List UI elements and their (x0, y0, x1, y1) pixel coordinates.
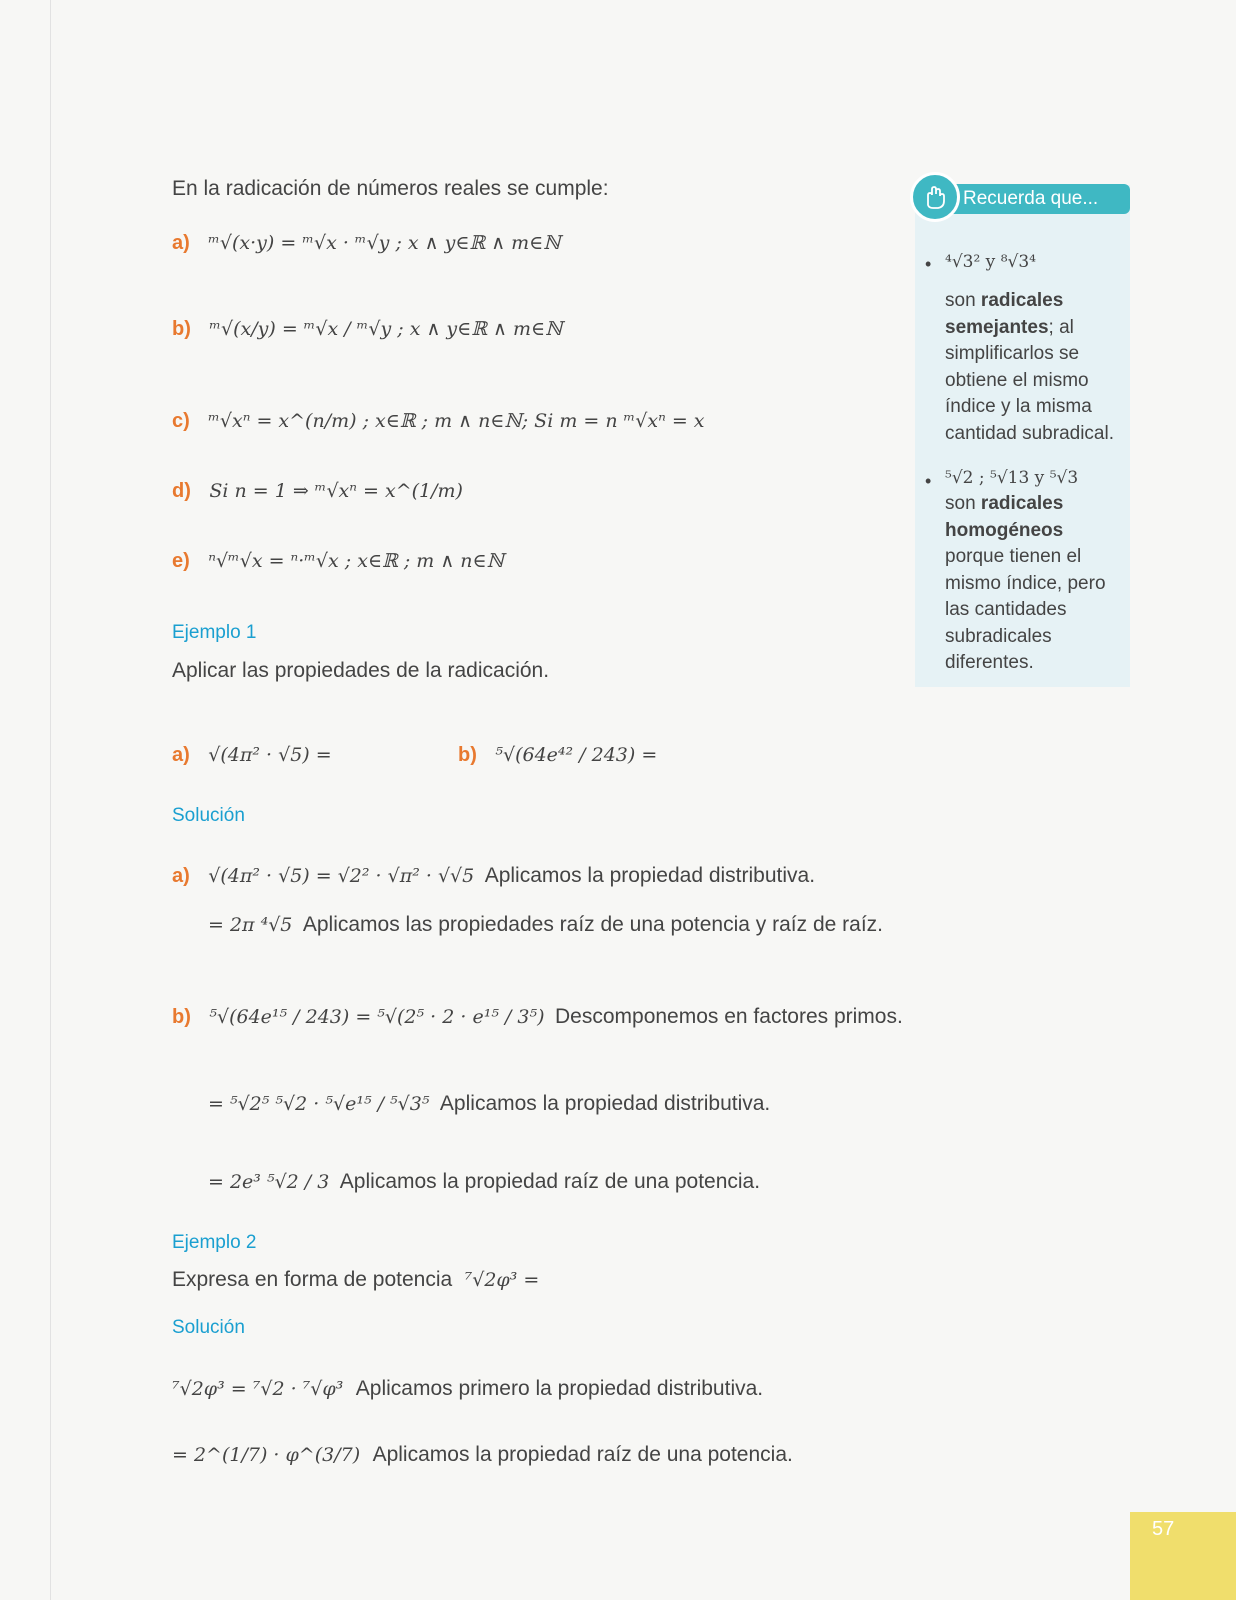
item-expression: ⁵√(64e⁴² / 243) = (495, 744, 658, 766)
hand-icon (910, 172, 960, 222)
step-expression: √(4π² · √5) = √2² · √π² · √√5 (208, 865, 475, 887)
step-expression: ⁵√(64e¹⁵ / 243) = ⁵√(2⁵ · 2 · e¹⁵ / 3⁵) (209, 1006, 545, 1028)
example1-item-a (172, 744, 332, 767)
sidebar-item2-expression: ⁵√2 ; ⁵√13 y ⁵√3 (945, 468, 1079, 488)
item-label: a) (172, 865, 190, 887)
solution1-a-step1 (172, 864, 815, 888)
property-expression: ᵐ√(x·y) = ᵐ√x · ᵐ√y ; x ∧ y∈ℝ ∧ m∈ℕ (208, 232, 561, 254)
step-explanation: Aplicamos primero la propiedad distributiva. (355, 1377, 764, 1400)
property-expression: ᵐ√(x/y) = ᵐ√x / ᵐ√y ; x ∧ y∈ℝ ∧ m∈ℕ (209, 318, 563, 340)
bullet-icon: • (925, 471, 932, 491)
step-explanation: Aplicamos las propiedades raíz de una potencia y raíz de raíz. (302, 913, 883, 936)
item-label: b) (458, 744, 477, 766)
property-label: a) (172, 232, 190, 254)
solution2-step2 (172, 1443, 793, 1467)
sidebar-item2-term: radicales homogéneos (945, 493, 1064, 541)
property-d (172, 480, 463, 503)
step-expression: = 2π ⁴√5 (208, 914, 293, 936)
solution1-b-step2 (208, 1092, 770, 1116)
sidebar-item1-text: son radicales semejantes; al simplificarlos se obtiene el mismo índice y la misma cantidad subradical. (945, 290, 1114, 444)
step-explanation: Aplicamos la propiedad distributiva. (484, 864, 816, 887)
solution1-heading: Solución (172, 805, 245, 826)
solution1-a-step2 (208, 913, 883, 937)
sidebar-item1-term: radicales semejantes (945, 290, 1064, 338)
example1-item-b (458, 744, 657, 767)
solution1-b-step1 (172, 1005, 903, 1029)
property-label: c) (172, 410, 190, 432)
step-expression: = ⁵√2⁵ ⁵√2 · ⁵√e¹⁵ / ⁵√3⁵ (208, 1093, 430, 1115)
step-explanation: Aplicamos la propiedad distributiva. (439, 1092, 771, 1115)
property-a (172, 232, 561, 255)
property-expression: ⁿ√ᵐ√x = ⁿ·ᵐ√x ; x∈ℝ ; m ∧ n∈ℕ (208, 550, 504, 572)
solution1-b-step3 (208, 1170, 760, 1194)
example2-expression: ⁷√2φ³ = (464, 1269, 540, 1291)
step-explanation: Descomponemos en factores primos. (555, 1005, 903, 1028)
example1-heading: Ejemplo 1 (172, 622, 257, 643)
bullet-icon: • (925, 254, 932, 274)
example2-prompt-line (172, 1268, 539, 1292)
property-label: b) (172, 318, 191, 340)
sidebar-title: Recuerda que... (933, 184, 1130, 214)
example2-heading: Ejemplo 2 (172, 1232, 257, 1253)
sidebar-item2-text: son radicales homogéneos porque tienen el mismo índice, pero las cantidades subradicales diferentes. (945, 493, 1106, 673)
example1-prompt: Aplicar las propiedades de la radicación. (172, 659, 550, 682)
property-b (172, 318, 562, 341)
page-margin-line (50, 0, 51, 1600)
item-expression: √(4π² · √5) = (208, 744, 332, 766)
step-expression: ⁷√2φ³ = ⁷√2 · ⁷√φ³ (172, 1378, 344, 1400)
step-explanation: Aplicamos la propiedad raíz de una potencia. (339, 1170, 761, 1193)
property-expression: ᵐ√xⁿ = x^(n/m) ; x∈ℝ ; m ∧ n∈ℕ; Si m = n ᵐ√xⁿ = x (208, 410, 705, 432)
example2-prompt: Expresa en forma de potencia (172, 1268, 453, 1291)
step-expression: = 2^(1/7) · φ^(3/7) (172, 1444, 361, 1466)
solution2-heading: Solución (172, 1317, 245, 1338)
step-explanation: Aplicamos la propiedad raíz de una potencia. (372, 1443, 793, 1466)
property-expression: Si n = 1 ⇒ ᵐ√xⁿ = x^(1/m) (209, 480, 463, 502)
property-label: d) (172, 480, 191, 502)
item-label: b) (172, 1006, 191, 1028)
step-expression: = 2e³ ⁵√2 / 3 (208, 1171, 330, 1193)
property-e (172, 550, 504, 573)
property-c (172, 410, 705, 433)
intro-text: En la radicación de números reales se cumple: (172, 177, 609, 200)
solution2-step1 (172, 1377, 763, 1401)
item-label: a) (172, 744, 190, 766)
page-number: 57 (1130, 1512, 1236, 1600)
property-label: e) (172, 550, 190, 572)
sidebar-item1-expression: ⁴√3² y ⁸√3⁴ (945, 252, 1036, 272)
